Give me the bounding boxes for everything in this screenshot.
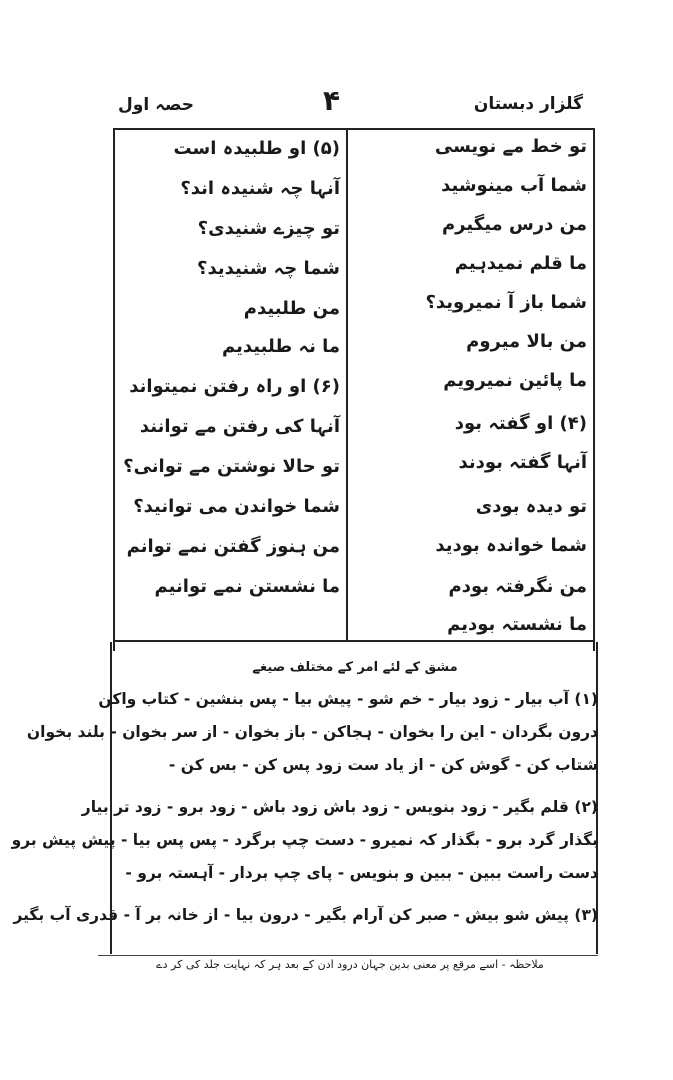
right-line: تو دیدہ بودی: [475, 496, 587, 517]
section-label: حصہ اول: [118, 95, 195, 115]
left-line: ما نہ طلبیدیم: [221, 336, 340, 357]
exercise-line: (۳) پیش شو بیش - صبر کن آرام بگیر - درون بیا - از خانہ بر آ - قدری آب بگیر: [13, 906, 598, 924]
footer-note: ملاحظہ - اسے مرقع پر معنی بدین جہان درود ادن کے بعد ہر کہ نہایت جلد کی کر دے: [156, 958, 544, 971]
right-line: ما قلم نمیدہیم: [454, 253, 587, 274]
exercise-title: مشق کے لئے امر کے مختلف صیغے: [252, 660, 458, 675]
left-line: ما نشستن نمے توانیم: [154, 576, 340, 597]
right-column: [362, 136, 587, 640]
left-line: آنہا کی رفتن مے توانند: [139, 416, 340, 437]
left-line: شما خواندن می توانید؟: [133, 496, 340, 517]
right-line: تو خط مے نویسی: [434, 136, 587, 157]
left-line: شما چہ شنیدید؟: [197, 258, 340, 279]
right-line: شما آب مینوشید: [441, 175, 587, 196]
right-line: من نگرفتہ بودم: [448, 576, 587, 597]
page-header: [118, 84, 583, 128]
right-line: ما پائین نمیرویم: [443, 370, 587, 391]
left-line: تو چیزے شنیدی؟: [197, 218, 340, 239]
left-line: من طلبیدم: [243, 298, 340, 319]
exercise-line: درون بگردان - این را بخوان - ہجاکن - باز بخوان - از سر بخوان - بلند بخوان: [26, 723, 598, 741]
left-line: تو حالا نوشتن مے توانی؟: [123, 456, 340, 477]
right-line: من درس میگیرم: [441, 214, 587, 235]
left-line: (۶) او راہ رفتن نمیتواند: [129, 376, 340, 397]
book-title: گلزار دبستان: [473, 94, 583, 114]
column-divider: [346, 130, 348, 640]
exercise-line: (۱) آب بیار - زود بیار - خم شو - پیش بیا - پس بنشین - کتاب واکن: [98, 690, 598, 708]
right-line: شما باز آ نمیروید؟: [425, 292, 587, 313]
exercise-line: دست راست ببین - ببین و بنویس - پای چپ بردار - آہستہ برو -: [125, 864, 598, 882]
page-number: ۴: [323, 84, 341, 117]
right-line: شما خواندہ بودید: [435, 535, 587, 556]
right-line: آنہا گفتہ بودند: [458, 452, 587, 473]
right-line: (۴) او گفتہ بود: [454, 413, 587, 434]
right-line: من بالا میروم: [466, 331, 587, 352]
exercise-line: بگذار گرد برو - بگذار کہ نمیرو - دست چپ برگرد - پس پس بیا - پیش پیش برو: [11, 831, 598, 849]
left-line: (۵) او طلبیدہ است: [173, 138, 340, 159]
exercise-line: (۲) قلم بگیر - زود بنویس - زود باش زود باش - زود برو - زود تر بیار: [81, 798, 598, 816]
right-line: ما نشستہ بودیم: [447, 614, 587, 635]
left-column: [123, 138, 340, 622]
left-line: من ہنوز گفتن نمے توانم: [126, 536, 340, 557]
footer-rule: [98, 955, 598, 956]
exercise-line: شتاب کن - گوش کن - از یاد ست زود پس کن - بس کن -: [168, 756, 598, 774]
left-line: آنہا چہ شنیدہ اند؟: [180, 178, 340, 199]
